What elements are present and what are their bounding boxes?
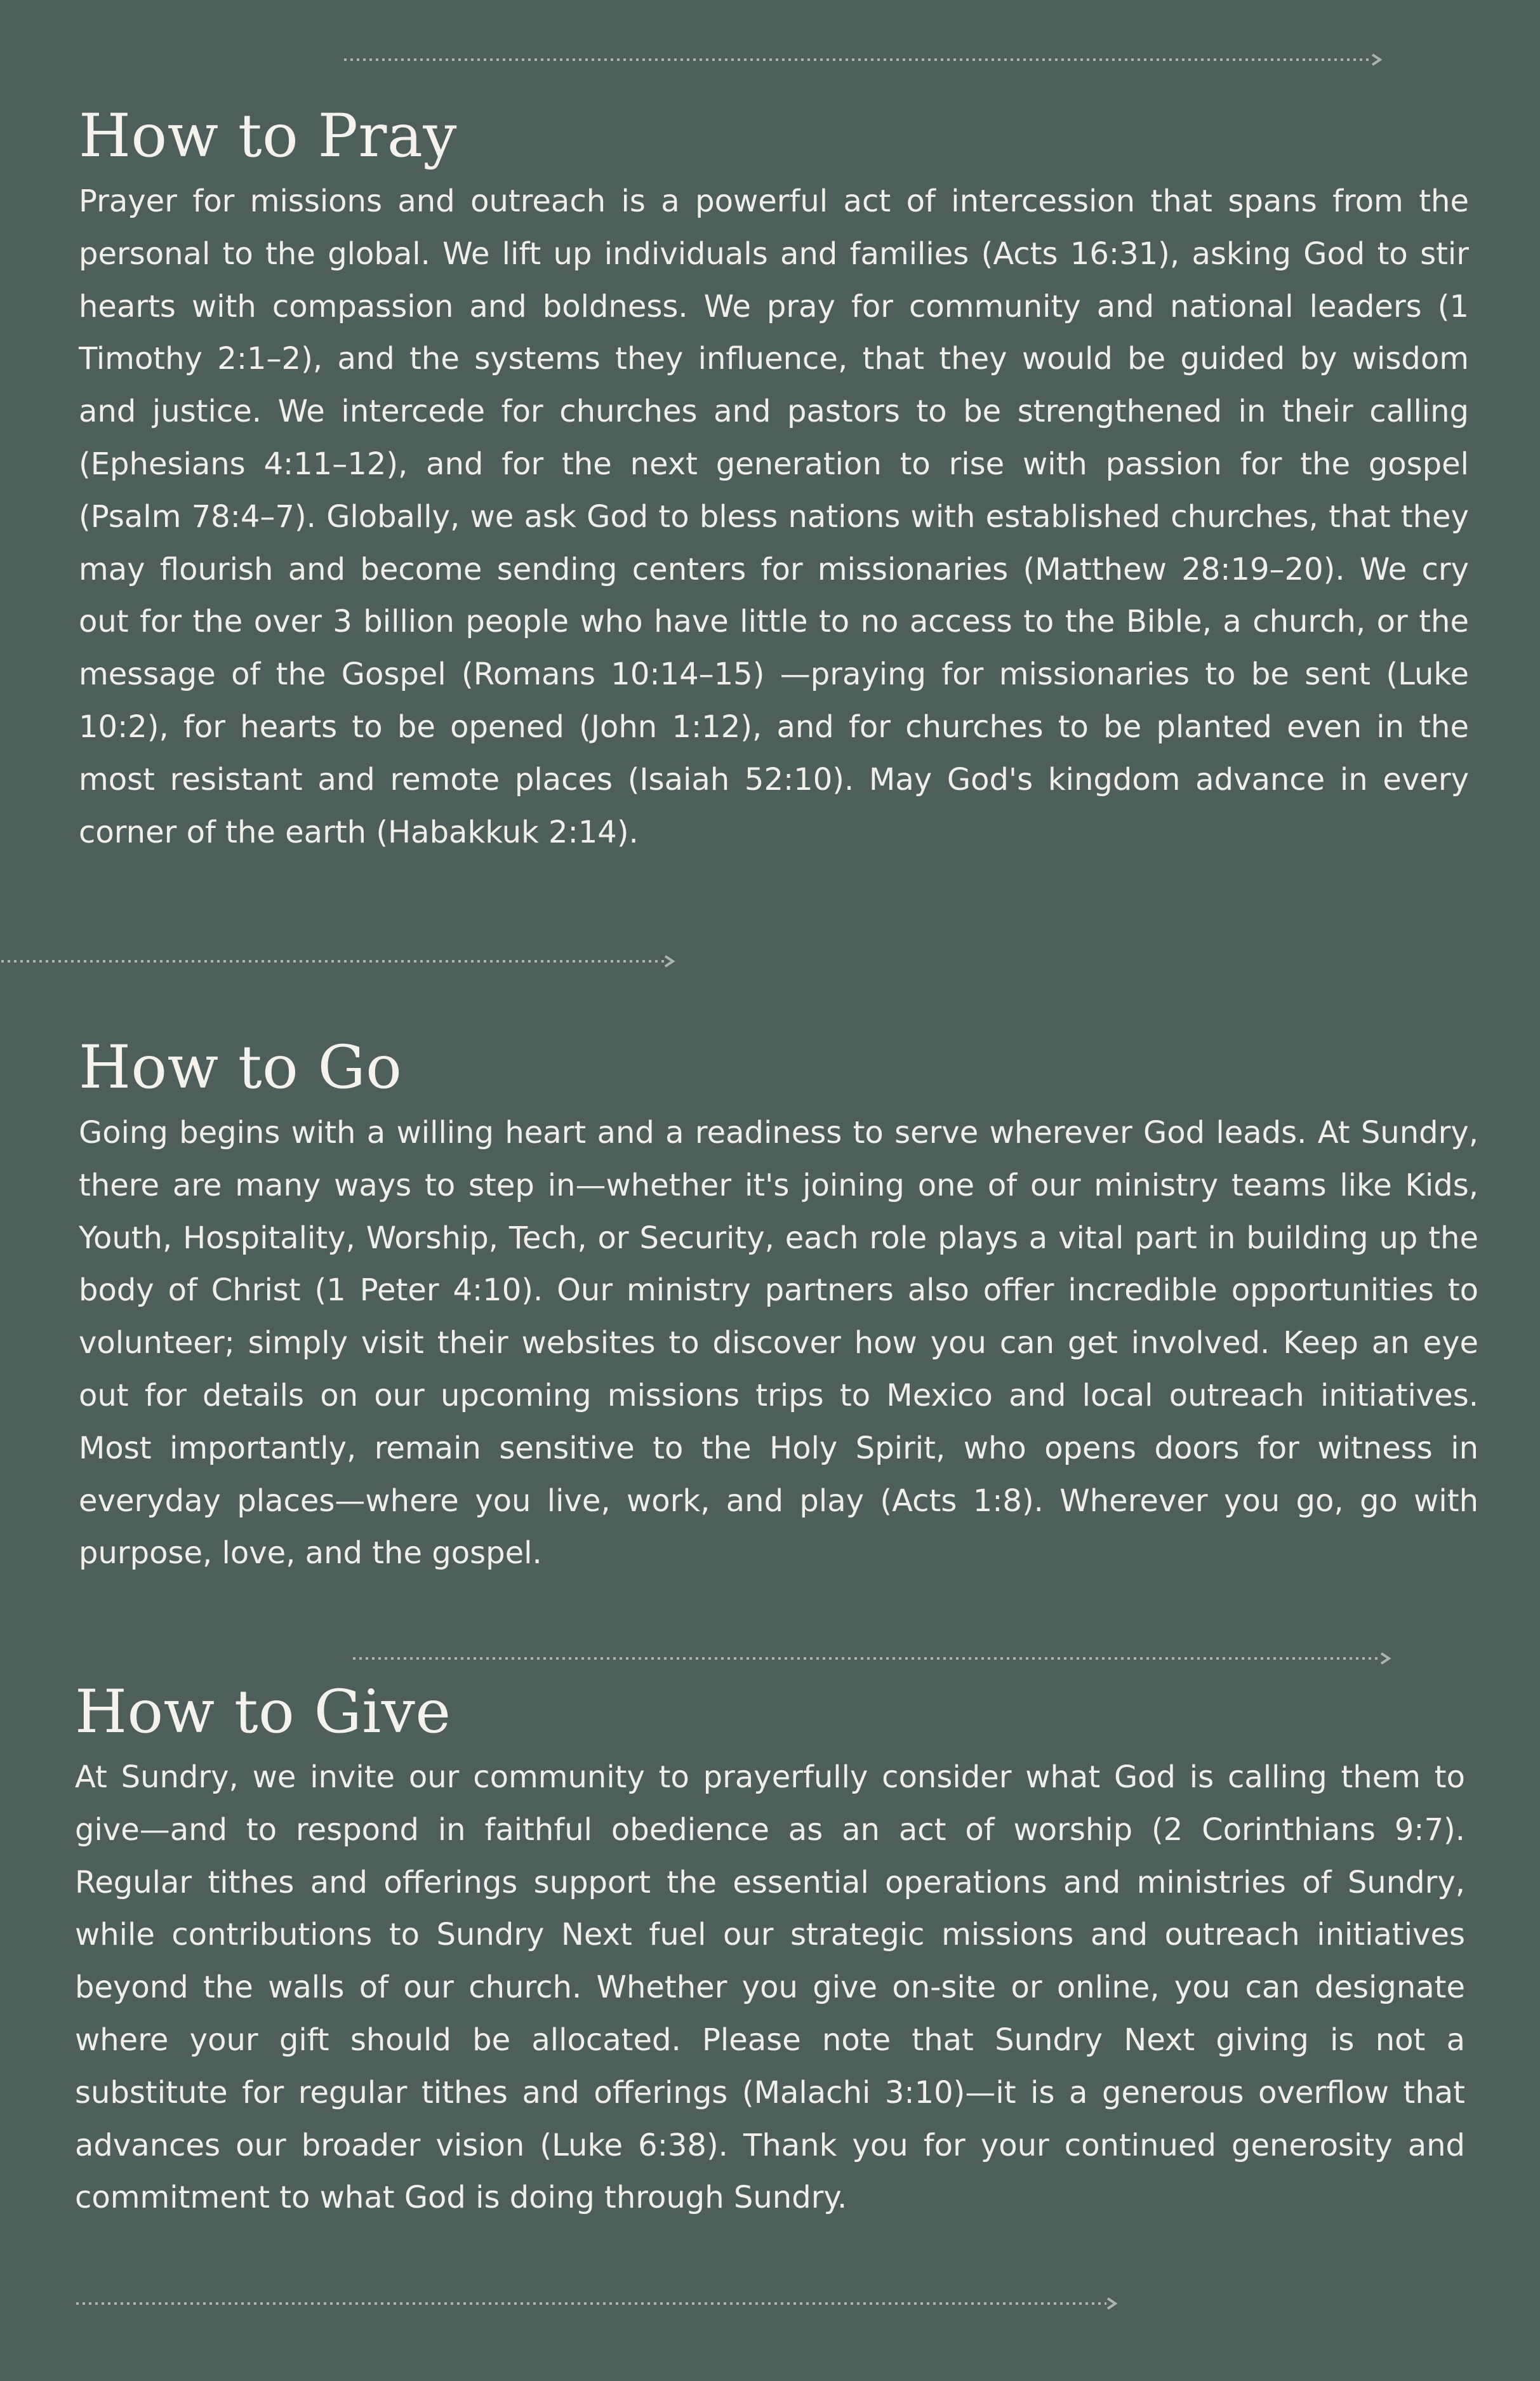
go-section <box>79 1033 1478 1580</box>
dotted-arrow-divider-pray <box>0 954 679 969</box>
go-heading: How to Go <box>79 1033 402 1102</box>
arrow-right-icon <box>343 52 1387 67</box>
dotted-arrow-divider-top <box>343 52 1387 67</box>
give-heading: How to Give <box>75 1677 451 1747</box>
pray-section <box>79 102 1469 858</box>
arrow-right-icon <box>75 2296 1122 2311</box>
dotted-arrow-divider-bottom <box>75 2296 1122 2311</box>
arrow-right-icon <box>0 954 679 969</box>
pray-heading: How to Pray <box>79 102 457 171</box>
arrow-right-icon <box>352 1651 1397 1666</box>
pray-paragraph: Prayer for missions and outreach is a powerful act of intercession that spans from the personal to the global. We lift up individuals and families (Acts 16:31), asking God to stir hearts with compassion and boldness. We pray for community and national leaders (1 Timothy 2:1–2), and the systems they influence, that they would be guided by wisdom and justice. We intercede for churches and pastors to be strengthened in their calling (Ephesians 4:11–12), and for the next generation to rise with passion for the gospel (Psalm 78:4–7). Globally, we ask God to bless nations with established churches, that they may flourish and become sending centers for missionaries (Matthew 28:19–20). We cry out for the over 3 billion people who have little to no access to the Bible, a church, or the message of the Gospel (Romans 10:14–15) —praying for missionaries to be sent (Luke 10:2), for hearts to be opened (John 1:12), and for churches to be planted even in the most resistant and remote places (Isaiah 52:10). May God's kingdom advance in every corner of the earth (Habakkuk 2:14). <box>79 183 1469 850</box>
dotted-arrow-divider-go <box>352 1651 1397 1666</box>
go-paragraph: Going begins with a willing heart and a readiness to serve wherever God leads. At Sundry, there are many ways to step in—whether it's joining one of our ministry teams like Kids, Youth, Hospitality, Worship, Tech, or Security, each role plays a vital part in building up the body of Christ (1 Peter 4:10). Our ministry partners also offer incredible opportunities to volunteer; simply visit their websites to discover how you can get involved. Keep an eye out for details on our upcoming missions trips to Mexico and local outreach initiatives. Most importantly, remain sensitive to the Holy Spirit, who opens doors for witness in everyday places—where you live, work, and play (Acts 1:8). Wherever you go, go with purpose, love, and the gospel. <box>79 1115 1478 1571</box>
give-paragraph: At Sundry, we invite our community to prayerfully consider what God is calling them to give—and to respond in faithful obedience as an act of worship (2 Corinthians 9:7). Regular tithes and offerings support the essential operations and ministries of Sundry, while contributions to Sundry Next fuel our strategic missions and outreach initiatives beyond the walls of our church. Whether you give on-site or online, you can designate where your gift should be allocated. Please note that Sundry Next giving is not a substitute for regular tithes and offerings (Malachi 3:10)—it is a generous overflow that advances our broader vision (Luke 6:38). Thank you for your continued generosity and commitment to what God is doing through Sundry. <box>75 1759 1465 2216</box>
give-section <box>75 1677 1465 2224</box>
